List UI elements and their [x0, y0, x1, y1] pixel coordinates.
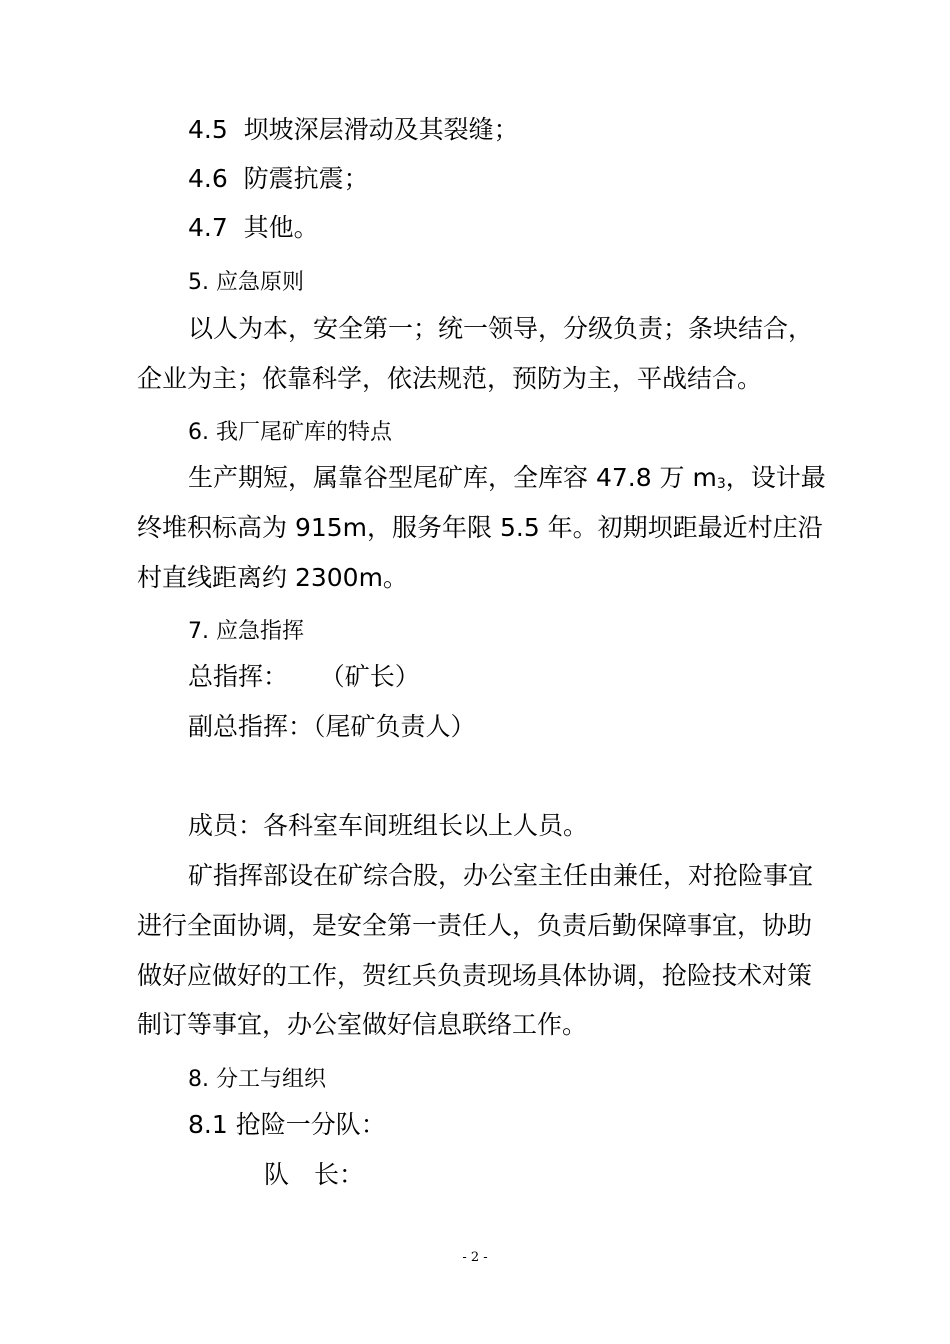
- paragraph-line: 进行全面协调，是安全第一责任人，负责后勤保障事宜，协助: [137, 911, 813, 940]
- paragraph-line: 矿指挥部设在矿综合股，办公室主任由兼任，对抢险事宜: [188, 861, 814, 890]
- paragraph-line: 做好应做好的工作，贺红兵负责现场具体协调，抢险技术对策: [137, 961, 813, 990]
- list-item-4-7: 4.7 其他。: [188, 213, 319, 242]
- section-heading-5: 5. 应急原则: [188, 270, 304, 295]
- section-heading-8: 8. 分工与组织: [188, 1067, 326, 1092]
- paragraph-line: 以人为本，安全第一；统一领导，分级负责；条块结合，: [188, 314, 814, 343]
- team-leader-label: 队 长：: [264, 1160, 365, 1189]
- subscript: 3: [716, 476, 726, 492]
- section-heading-7: 7. 应急指挥: [188, 619, 304, 644]
- section-heading-6: 6. 我厂尾矿库的特点: [188, 420, 392, 445]
- paragraph-line: 终堆积标高为 915m，服务年限 5.5 年。初期坝距最近村庄沿: [137, 513, 823, 542]
- list-item-4-5: 4.5 坝坡深层滑动及其裂缝；: [188, 115, 519, 144]
- text-run: ，设计最: [725, 463, 826, 492]
- paragraph-line: [188, 462, 826, 494]
- paragraph-line: 副总指挥：（尾矿负责人）: [188, 712, 476, 741]
- paragraph-line: 制订等事宜，办公室做好信息联络工作。: [137, 1010, 588, 1039]
- list-item-4-6: 4.6 防震抗震；: [188, 164, 369, 193]
- text-run: 生产期短，属靠谷型尾矿库，全库容 47.8 万 m: [188, 463, 717, 492]
- paragraph-line: 村直线距离约 2300m。: [137, 563, 408, 592]
- paragraph-line: 企业为主；依靠科学，依法规范，预防为主，平战结合。: [137, 364, 763, 393]
- paragraph-line: 总指挥： （矿长）: [188, 662, 420, 691]
- subsection-heading-8-1: 8.1 抢险一分队：: [188, 1110, 386, 1139]
- page-number: - 2 -: [462, 1250, 488, 1265]
- paragraph-line: 成员：各科室车间班组长以上人员。: [188, 811, 589, 840]
